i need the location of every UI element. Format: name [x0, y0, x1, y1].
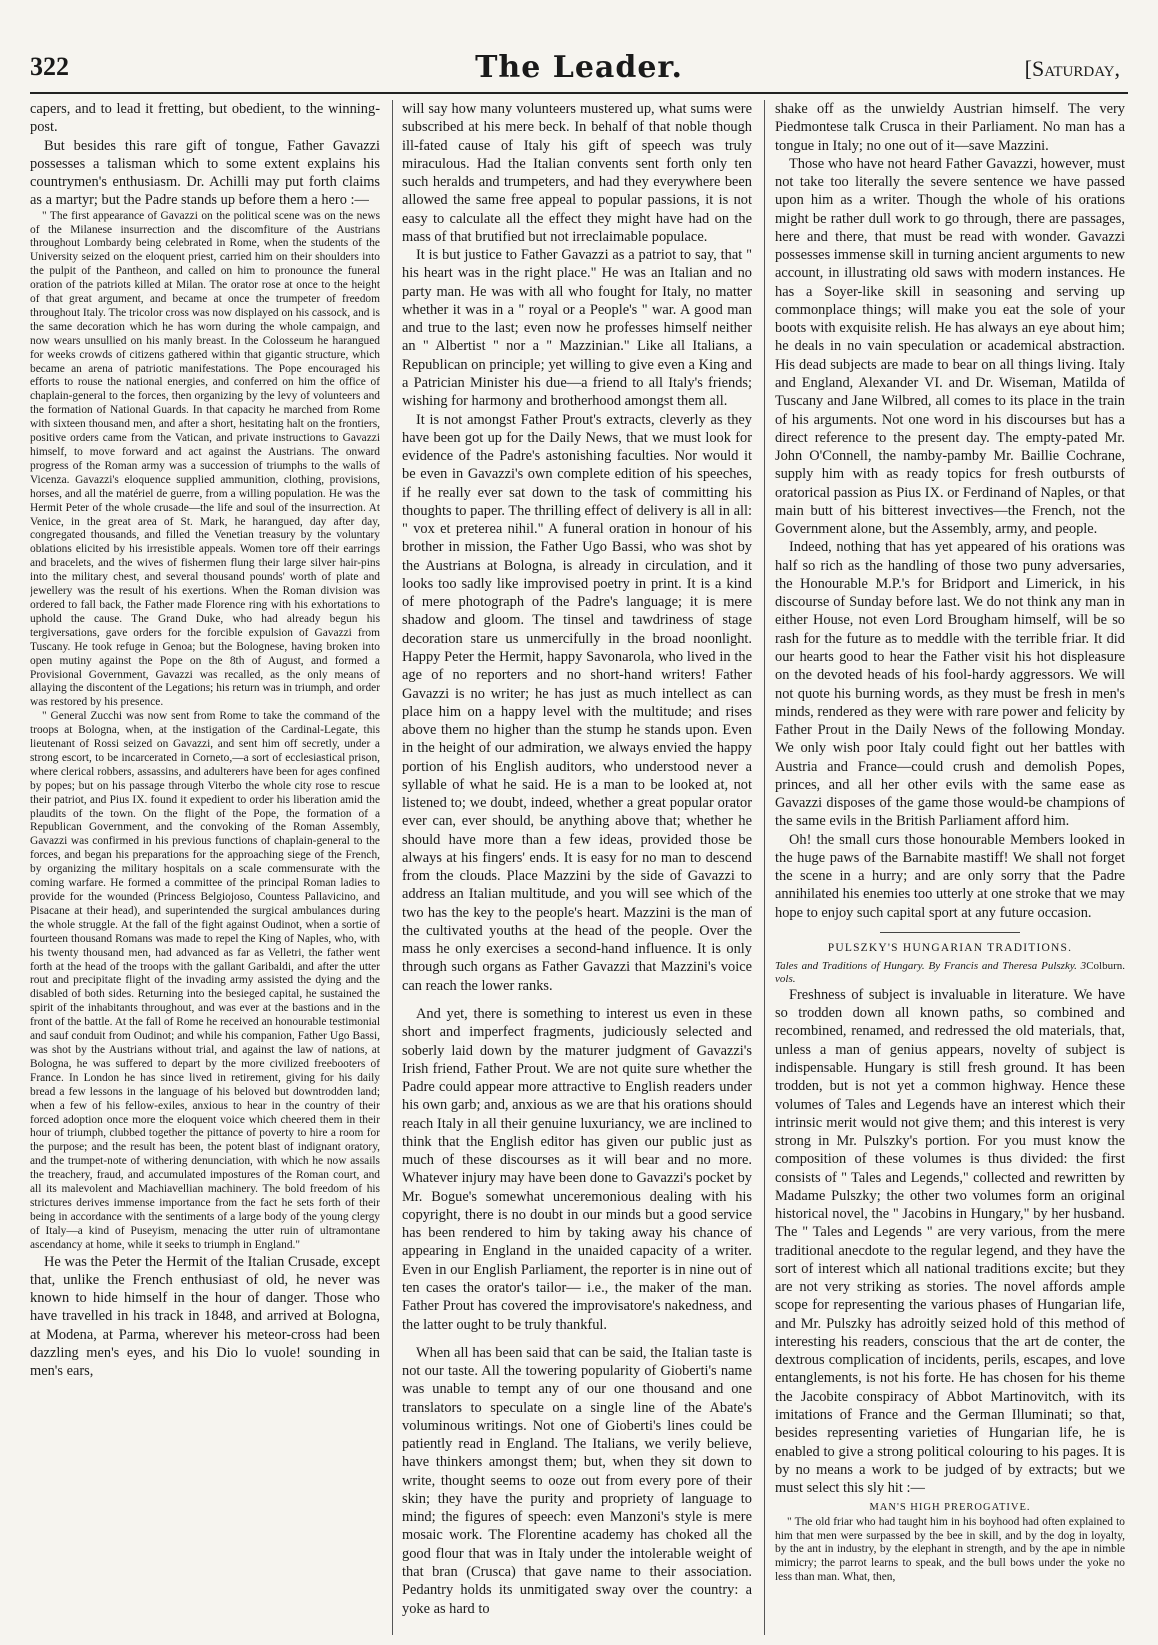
column-rule: [392, 100, 393, 1635]
column-1: [30, 100, 380, 1635]
extract-heading: MAN'S HIGH PREROGATIVE.: [869, 1502, 1031, 1514]
review-heading: PULSZKY'S HUNGARIAN TRADITIONS.: [827, 941, 1073, 954]
paragraph: When all has been said that can be said, the Italian taste is not our taste. All the towering popularity of Gioberti's name was unable to tempt any of our one thousand and one translators to speculate on a single line of the Abate's voluminous writings. Not one of Gioberti's lines could be patiently read in England. The Italians, we verily believe, have thinkers amongst them; but, when they sit down to write, thought seems to ooze out from every pore of their skin; they have the purity and propriety of language to mind; the figures of speech: even Manzoni's style is mere mosaic work. The Florentine academy has choked all the good flour that was in Italy under the intolerable weight of that bran (Crusca) that gave name to their association. Pedantry holds its unmitigated sway over the country: a yoke as hard to: [402, 1344, 752, 1617]
quote-paragraph: " The first appearance of Gavazzi on the political scene was on the news of the Milanese insurrection and the discomfiture of the Austrians throughout Lombardy being celebrated in Rome, when the students of the University seized on the eloquent priest, carried him on their shoulders into the pulpit of the Pantheon, and called on him to pronounce the funeral oration of the patriots killed at Milan. The orator rose at once to the height of that great argument, and became at once the trumpeter of freedom throughout Italy. The tricolor cross was now displayed on his cassock, and is the same decoration which he has worn during the whole campaign, and now wears unsullied on his manly breast. In the Colosseum he harangued for weeks crowds of citizens gathered within that gigantic structure, which became an arena of patriotic manifestations. The Pope encouraged his efforts to rouse the national energies, and conferred on him the office of chaplain-general to the forces, then organizing by the levy of volunteers and the formation of National Guards. In that capacity he marched from Rome with sixteen thousand men, and after a short, hesitating halt on the frontiers, positive orders came from the Vatican, and private instructions to Gavazzi himself, to move forward and act against the Austrians. The onward progress of the Roman army was a succession of triumphs to the walls of Vicenza. Gavazzi's eloquence supplied ammunition, clothing, provisions, horses, and all the matériel de guerre, from a willing population. He was the Hermit Peter of the whole crusade—the life and soul of the insurrection. At Venice, in the great area of St. Mark, he harangued, day after day, congregated thousands, and filled the Venetian treasury by the voluntary oblations elicited by his irresistible appeals. Women tore off their earrings and bracelets, and the wives of fishermen flung their large silver hair-pins into the military chest, and several thousand pounds' worth of plate and jewellery was the result of his exertions. When the Roman division was ordered to fall back, the Father made Florence ring with his exhortations to uphold the cause. The Grand Duke, who had already begun his tergiversations, gave orders for the forcible expulsion of Gavazzi from Tuscany. He took refuge in Genoa; but the Bolognese, having broken into open mutiny against the Pope on the 8th of August, and formed a Provisional Government, Gavazzi was recalled, as the only means of allaying the discontent of the Legations; his return was in triumph, and order was restored by his presence.: [30, 209, 380, 709]
paragraph: shake off as the unwieldy Austrian himself. The very Piedmontese talk Crusca in their Parliament. No man has a tongue in Italy; no one out of it—save Mazzini.: [775, 101, 1125, 154]
block-quote: [775, 1516, 1125, 1586]
page-number: 322: [30, 52, 69, 81]
book-reference: Tales and Traditions of Hungary. By Francis and Theresa Pulszky. 3 vols.: [775, 959, 1087, 985]
masthead: [30, 52, 1128, 94]
block-quote: [30, 210, 380, 1253]
paragraph: But besides this rare gift of tongue, Father Gavazzi possesses a talisman which to some extent explains his countrymen's enthusiasm. Dr. Achilli may put forth claims as a martyr; but the Padre stands up before them a hero :—: [30, 137, 380, 209]
column-rule: [764, 100, 765, 1635]
quote-paragraph: " The old friar who had taught him in his boyhood had often explained to him that men were surpassed by the bee in skill, and by the dog in loyalty, by the ant in industry, by the elephant in strength, and by the ape in nimble mimicry; the parrot learns to speak, and the bull bows under the yoke no less than man. What, then,: [775, 1515, 1125, 1584]
paragraph: And yet, there is something to interest us even in these short and imperfect fragments, judiciously selected and soberly laid down by the maturer judgment of Gavazzi's Irish friend, Father Prout. We are not quite sure whether the Padre could appear more attractive to English readers under his own garb; and, anxious as we are that his orations should reach Italy in all their genuine luxuriancy, we are inclined to think that the English editor has given our public just as much of these discourses as it will bear and no more. Whatever injury may have been done to Gavazzi's pocket by Mr. Bogue's somewhat unceremonious dealing with his copyright, there is no doubt in our minds but a good service has been rendered to him by taking away his chance of appearing in England in the unaided capacity of a writer. Even in our English Parliament, the reporter is in nine out of ten cases the orator's tailor— i.e., the maker of the man. Father Prout has covered the improvisatore's nakedness, and the latter ought to be truly thankful.: [402, 1006, 752, 1333]
quote-paragraph: " General Zucchi was now sent from Rome to take the command of the troops at Bologna, when, at the instigation of the Cardinal-Legate, this lieutenant of Rossi seized on Gavazzi, and sent him off secretly, under a strong escort, to be incarcerated in Corneto,—a sort of ecclesiastical prison, where clerical robbers, assassins, and adulterers have been for ages confined by popes; but on his passage through Viterbo the whole city rose to rescue their patriot, and Pius IX. found it expedient to order his liberation amid the plaudits of the town. On the flight of the Pope, the formation of a Republican Government, and the convoking of the Roman Assembly, Gavazzi was confirmed in his previous functions of chaplain-general to the forces, and began his preparations for the approaching siege of the French, by organizing the military hospitals on a scale commensurate with the coming warfare. He formed a committee of the principal Roman ladies to provide for the wounded (Princess Belgiojoso, Countess Pallavicino, and Pisacane at their head), and superintended the surgical ambulances during the whole struggle. At the fall of the fight against Oudinot, when a sortie of fourteen thousand Romans was made to repel the King of Naples, who, with his twenty thousand men, had advanced as far as Velletri, the father went forth at the head of the troops with the gallant Garibaldi, and after the utter rout and precipitate flight of the invading army assisted the dying and the disabled of both sides. Returning into the besieged capital, he sustained the spirit of the inhabitants throughout, and was ever at the bastions and in the front of the battle. At the fall of Rome he received an honourable testimonial and sauf conduit from Oudinot; and while his companion, Father Ugo Bassi, was shot by the Austrians without trial, and against the law of nations, at Bologna, he was suffered to depart by the more civilized freebooters of France. In London he has since lived in retirement, giving for his daily bread a few lessons in the language of his beloved but downtrodden land; when a few of his fellow-exiles, anxious to hear in the country of their forced adoption once more the eloquent voice which cheered them in their hour of triumph, clubbed together the pittance of poverty to hire a room for the purpose; and the result has been, the potent blast of indignant oratory, and the trumpet-note of withering denunciation, with which he now assails the treachery, fraud, and accumulated impostures of the Roman court, and all its malevolent and Machiavellian machinery. The bold freedom of his strictures derives immense importance from the fact he sets forth of their being in accordance with the sentiments of a large body of the young clergy of Italy—a kind of Puseyism, menacing the utter ruin of ultramontane ascendancy at home, while it seeks to triumph in England.": [30, 710, 380, 1251]
section-divider: [880, 932, 1020, 933]
paragraph: capers, and to lead it fretting, but obedient, to the winning-post.: [30, 101, 380, 136]
paper-title: The Leader.: [475, 50, 683, 85]
paragraph: It is not amongst Father Prout's extracts, cleverly as they have been got up for the Daily News, that we must look for evidence of the Padre's astonishing faculties. Nor would it be even in Gavazzi's own complete edition of his speeches, if he really ever sat down to the task of committing his thoughts to paper. The thrilling effect of delivery is all in all: " vox et preterea nihil." A funeral oration in honour of his brother in mission, the Father Ugo Bassi, who was shot by the Austrians at Bologna, is already in circulation, and it looks too sadly like improvised poetry in print. It is a kind of mere photograph of the Padre's language; it is mere shadow and gloom. The tinsel and tawdriness of stage decoration stare us unmercifully in the broad noonlight. Happy Peter the Hermit, happy Savonarola, who lived in the age of no reporters and no short-hand writers! Father Gavazzi is no writer; he has just as much intellect as can place him on a happy level with the multitude; and rises above them no higher than the stump he stands upon. Even in the height of our admiration, we always envied the happy portion of his English auditors, who understood never a syllable of what he said. He is a man to be looked at, not listened to; we doubt, indeed, whether a great popular orator ever can, ever should, be anything above that; whether he should have more than a few ideas, provided those be always at his fingers' ends. It is easy for no man to descend from the clouds. Place Mazzini by the side of Gavazzi to address an Italian multitude, and you will see which of the two has the key to the people's heart. Mazzini is the man of the cultivated youths at the head of the people. Over the mass he only exercises a second-hand influence. It is only through such organs as Father Gavazzi that Mazzini's voice can reach the lower ranks.: [402, 411, 752, 994]
column-2: [402, 100, 752, 1635]
publisher: Colburn.: [1086, 959, 1125, 972]
column-3: [775, 100, 1125, 1635]
paragraph: Oh! the small curs those honourable Members looked in the huge paws of the Barnabite mastiff! We shall not forget the scene in a hurry; and are only sorry that the Padre annihilated his enemies too utterly at one stroke that we may hope to enjoy such capital sport at any future occasion.: [775, 831, 1125, 921]
paragraph: Freshness of subject is invaluable in literature. We have so trodden down all known paths, so combined and recombined, renamed, and redressed the old materials, that, unless a man of genius appears, novelty of subject is indispensable. Hungary is still fresh ground. It has been trodden, but is not yet a common highway. Hence these volumes of Tales and Legends have an interest which their intrinsic merit would not give them; and this interest is very strong in Mr. Pulszky's portion. For you must know the composition of these volumes is thus divided: the first consists of " Tales and Legends," collected and rewritten by Madame Pulszky; the other two volumes form an original historical novel, the " Jacobins in Hungary," by her husband. The " Tales and Legends " are very various, from the mere traditional anecdote to the regular legend, and they have the sort of interest which all national traditions excite; but they are not very striking as stories. The novel affords ample scope for representing the various phases of Hungarian life, and Mr. Pulszky has adroitly seized hold of this method of interesting his readers, conscious that the art de conter, the dextrous complication of incidents, perils, escapes, and love entanglements, is not his forte. He has chosen for his theme the Jacobite conspiracy of Abbot Martinovitch, with its imitations of France and the German Illuminati; so that, besides representing varieties of Hungarian life, he is enabled to give a strong political colouring to his pages. It is by no means a work to be judged of by extracts; but we must select this sly hit :—: [775, 986, 1125, 1497]
paragraph: Those who have not heard Father Gavazzi, however, must not take too literally the severe sentence we have passed upon him as a writer. Though the whole of his orations might be rather dull work to go through, there are passages, here and there, that must be read with wonder. Gavazzi possesses immense skill in turning ancient arguments to new account, in illustrating old saws with modern instances. He has a Soyer-like skill in seasoning and serving up commonplace things; will make you eat the sole of your boots with exquisite relish. He has always an eye about him; he deals in no vain speculation or academical abstraction. His dead subjects are made to bear on all things living. Italy and England, Alexander VI. and Dr. Wiseman, Matilda of Tuscany and Jane Wilbred, all comes to its place in the train of his arguments. Not one word in his discourses but has a direct reference to the present day. The empty-pated Mr. John O'Connell, the namby-pamby Mr. Baillie Cochrane, supply him with as ready topics for fresh outbursts of oratorical passion as Pius IX. or Ferdinand of Naples, or that main butt of his bitterest invectives—the French, not the Government alone, but the Assembly, army, and people.: [775, 155, 1125, 538]
paragraph: Indeed, nothing that has yet appeared of his orations was half so rich as the handling of those two puny adversaries, the Honourable M.P.'s for Bridport and Limerick, in his discourse of Sunday before last. We do not think any man in either House, not even Lord Brougham himself, will be so rash for the future as to meddle with the terrible friar. It did our hearts good to hear the Father visit his hot displeasure on the devoted heads of his fool-hardy aggressors. We will not quote his burning words, as they must be fresh in men's minds, rendered as they were with rare power and felicity by Father Prout in the Daily News of the following Monday. We only wish poor Italy could fight out her battles with Austria and France—could crush and demolish Popes, princes, and all her other evils with the same ease as Gavazzi disposes of the game those would-be champions of the same evils in the British Parliament afford him.: [775, 539, 1125, 830]
paragraph: will say how many volunteers mustered up, what sums were subscribed at his mere beck. In behalf of that noble though ill-fated cause of Italy his gift of speech was truly miraculous. Had the Italian convents sent forth only ten such heralds and trumpeters, and had they everywhere been allowed the same free appeal to popular passions, it is not easy to calculate all the effect they might have had on the mass of that brutified but not irreclaimable populace.: [402, 101, 752, 245]
paragraph: It is but justice to Father Gavazzi as a patriot to say, that " his heart was in the right place." He was an Italian and no party man. He was with all who fought for Italy, no matter whether it was in a " royal or a People's " war. A good man and true to the last; even now he professes himself neither an " Albertist " nor a " Mazzinian." Like all Italians, a Republican on principle; yet willing to give even a King and a Patrician Minister his due—a friend to all Italy's friends; wishing for harmony and brotherhood amongst them all.: [402, 247, 752, 410]
bibliographic-line: [775, 960, 1125, 986]
paragraph: He was the Peter the Hermit of the Italian Crusade, except that, unlike the French enthusiast of old, he never was known to hide himself in the hour of danger. Those who have travelled in his track in 1848, and arrived at Bologna, at Modena, at Parma, wherever his meteor-cross had been dazzling men's eyes, and his Dio lo vuole! sounding in men's ears,: [30, 1253, 380, 1380]
issue-day: [Saturday,: [1024, 56, 1120, 81]
